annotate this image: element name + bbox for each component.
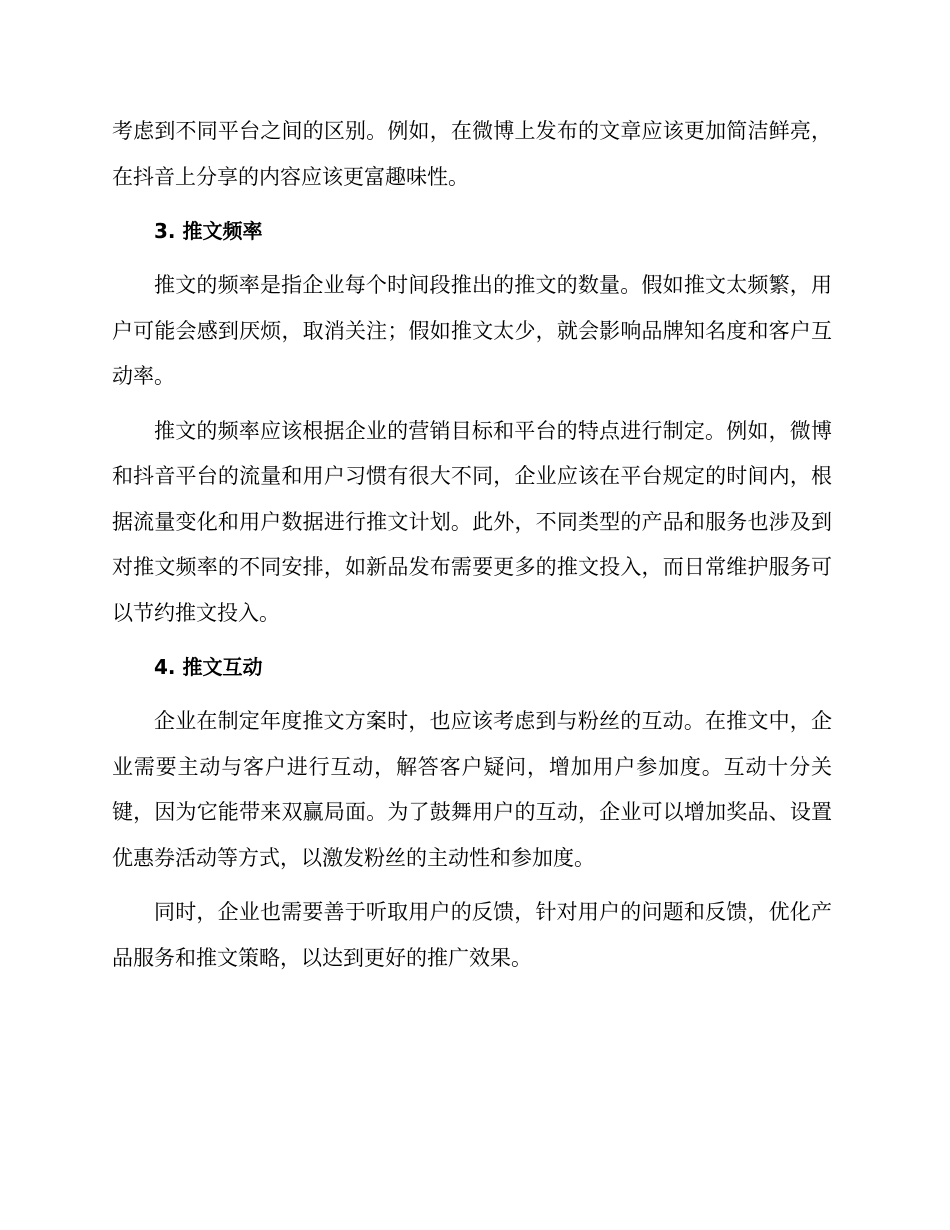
- document-body: [112, 109, 832, 981]
- paragraph-frequency-planning: 推文的频率应该根据企业的营销目标和平台的特点进行制定。例如，微博和抖音平台的流量和用户习惯有很大不同，企业应该在平台规定的时间内，根据流量变化和用户数据进行推文计划。此外，不同类型的产品和服务也涉及到对推文频率的不同安排，如新品发布需要更多的推文投入，而日常维护服务可以节约推文投入。: [112, 418, 832, 625]
- paragraph-frequency-definition: 推文的频率是指企业每个时间段推出的推文的数量。假如推文太频繁，用户可能会感到厌烦，取消关注；假如推文太少，就会影响品牌知名度和客户互动率。: [112, 273, 832, 388]
- section-heading-interaction: 4. 推文互动: [154, 655, 263, 679]
- paragraph-continued: 考虑到不同平台之间的区别。例如，在微博上发布的文章应该更加简洁鲜亮，在抖音上分享的内容应该更富趣味性。: [112, 119, 832, 189]
- paragraph-interaction: 企业在制定年度推文方案时，也应该考虑到与粉丝的互动。在推文中，企业需要主动与客户进行互动，解答客户疑问，增加用户参加度。互动十分关键，因为它能带来双赢局面。为了鼓舞用户的互动，企业可以增加奖品、设置优惠券活动等方式，以激发粉丝的主动性和参加度。: [112, 709, 832, 870]
- section-heading-frequency: 3. 推文频率: [154, 219, 263, 243]
- paragraph-feedback: 同时，企业也需要善于听取用户的反馈，针对用户的问题和反馈，优化产品服务和推文策略，以达到更好的推广效果。: [112, 900, 832, 970]
